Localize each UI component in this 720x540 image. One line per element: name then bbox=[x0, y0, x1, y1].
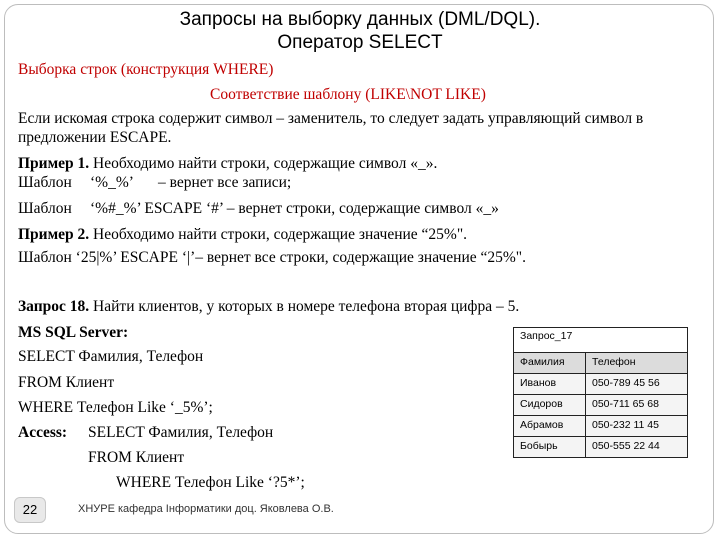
example2-label: Пример 2. bbox=[18, 226, 90, 243]
table-cell: 050-711 65 68 bbox=[592, 398, 659, 410]
example1-pattern2-label: Шаблон bbox=[18, 200, 72, 217]
intro-line2: предложении ESCAPE. bbox=[18, 129, 172, 146]
table-cell: 050-232 11 45 bbox=[592, 419, 659, 431]
result-table bbox=[513, 327, 688, 458]
table-header-cell: Телефон bbox=[592, 356, 636, 368]
table-cell: Абрамов bbox=[514, 416, 586, 436]
access-line1: SELECT Фамилия, Телефон bbox=[88, 424, 274, 441]
intro-line1: Если искомая строка содержит символ – заменитель, то следует задать управляющий символ в bbox=[18, 110, 644, 127]
access-line2: FROM Клиент bbox=[88, 449, 185, 466]
footer-text: ХНУРЕ кафедра Інформатики доц. Яковлева О.В. bbox=[78, 503, 334, 515]
mssql-line2: FROM Клиент bbox=[18, 374, 115, 391]
example1-pattern1-value: ‘%_%’ bbox=[90, 174, 134, 191]
table-cell: 050-789 45 56 bbox=[592, 377, 660, 389]
table-header-row bbox=[513, 353, 688, 374]
example1-pattern1-result: – вернет все записи; bbox=[158, 174, 292, 191]
example1-text: Необходимо найти строки, содержащие символ «_». bbox=[89, 155, 438, 172]
query-line bbox=[18, 298, 519, 316]
table-cell: 050-555 22 44 bbox=[592, 440, 660, 452]
example1-line bbox=[18, 155, 437, 173]
mssql-line1: SELECT Фамилия, Телефон bbox=[18, 348, 204, 365]
query-label: Запрос 18. bbox=[18, 298, 90, 315]
access-label: Access: bbox=[18, 424, 68, 441]
example1-label: Пример 1. bbox=[18, 155, 90, 172]
table-cell: Иванов bbox=[514, 374, 586, 394]
table-row bbox=[513, 395, 688, 416]
table-row bbox=[513, 374, 688, 395]
table-cell: Сидоров bbox=[514, 395, 586, 415]
slide-title-line1: Запросы на выборку данных (DML/DQL). bbox=[179, 9, 541, 30]
query-text: Найти клиентов, у которых в номере телефона вторая цифра – 5. bbox=[89, 298, 520, 315]
mssql-line3: WHERE Телефон Like ‘_5%’; bbox=[18, 399, 213, 416]
result-table-caption: Запрос_17 bbox=[513, 327, 688, 353]
table-cell: Бобырь bbox=[514, 437, 586, 457]
example1-pattern2-value: ‘%#_%’ ESCAPE ‘#’ – вернет строки, содержащие символ «_» bbox=[90, 200, 499, 217]
example1-pattern1-label: Шаблон bbox=[18, 174, 72, 191]
example2-line bbox=[18, 226, 467, 244]
subheading: Соответствие шаблону (LIKE\NOT LIKE) bbox=[210, 86, 486, 103]
access-line3: WHERE Телефон Like ‘?5*’; bbox=[116, 474, 305, 491]
mssql-label: MS SQL Server: bbox=[18, 324, 129, 341]
example2-pattern: Шаблон ‘25|%’ ESCAPE ‘|’– вернет все строки, содержащие значение “25%". bbox=[18, 249, 526, 266]
table-header-cell: Фамилия bbox=[514, 353, 586, 373]
section-heading: Выборка строк (конструкция WHERE) bbox=[18, 61, 274, 78]
page-number: 22 bbox=[14, 497, 46, 523]
slide-title-line2: Оператор SELECT bbox=[277, 32, 443, 53]
table-row bbox=[513, 437, 688, 458]
table-row bbox=[513, 416, 688, 437]
example2-text: Необходимо найти строки, содержащие значение “25%". bbox=[89, 226, 468, 243]
